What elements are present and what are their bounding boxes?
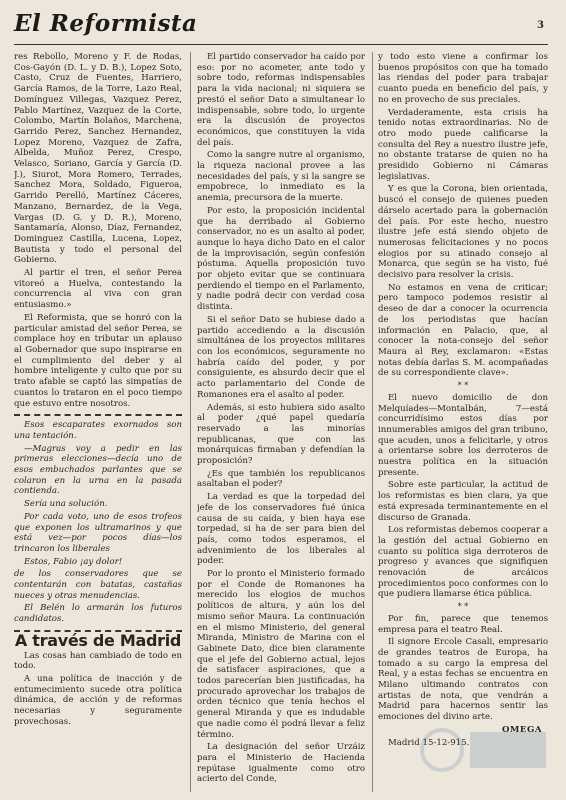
paragraph: Y es que la Corona, bien orientada, buscó el consejo de quienes pueden dárselo acertado para la gobernación del país. Por este hecho, nuestro ilustre jefe está siendo objeto de numerosas felicitaciones y no pocos elogios por su atinado consejo al Monarca, que según se ha visto, fué decisivo para resolver la crisis. xyxy=(378,184,548,281)
section-title: A través de Madrid xyxy=(14,630,182,650)
paragraph: El Reformista, que se honró con la particular amistad del señor Perea, se complace hoy en tributar un aplauso al Gobernador que supo inspirarse en el cumplimiento del deber y al hombre inteligente y culto que por su trato afable se captó las simpatías de cuantos lo trataron en el poco tiempo que estuvo entre nosotros. xyxy=(14,312,182,409)
paragraph: El Belén lo armarán los futuros candidatos. xyxy=(14,603,182,625)
paragraph: La designación del señor Urzáiz para el Ministerio de Hacienda repútase igualmente como otro acierto del Conde, xyxy=(197,742,365,785)
paragraph: El partido conservador ha caído por eso: por no acometer, ante todo y sobre todo, reformas indispensables para la vida nacional; ni siquiera se prestó el señor Dato a simultanear lo indispensable, sobre todo, lo urgente era la discusión de proyectos económicos, que constituyen la vida del país. xyxy=(197,52,365,148)
column-2 xyxy=(197,52,365,794)
paragraph: —Magras voy a pedir en las primeras elecciones—decía uno de esos embuchados parlantes que se colaron en la urna en la pasada contienda. xyxy=(14,443,182,497)
signature: OMEGA xyxy=(501,724,542,735)
column-1 xyxy=(14,52,182,794)
paragraph: Los reformistas debemos cooperar a la gestión del actual Gobierno en cuanto su política siga derroteros de progreso y avances que signifiquen renovación de arcáicos procedimientos poco conformes con lo que pudiera llamarse ética pública. xyxy=(378,525,548,600)
paragraph: Si el señor Dato se hubiese dado a partido accediendo a la discusión simultánea de los proyectos militares con los económicos, seguramente no habría caído del poder, y por consiguiente, es absurdo decir que el acto parlamentario del Conde de Romanones era el asalto al poder. xyxy=(197,314,365,400)
paragraph: ¿Es que también los republicanos asaltaban el poder? xyxy=(197,468,365,490)
header-rule xyxy=(14,44,548,45)
asterism: * * xyxy=(457,381,469,391)
paragraph: Verdaderamente, esta crisis ha tenido notas extraordinarias. No de otro modo puede calificarse la consulta del Rey a nuestro ilustre jefe, no obstante tratarse de quien no ha presidido Gobierno ni Cámaras legislativas. xyxy=(378,107,548,182)
paragraph: Además, si esto hubiera sido asalto al poder ¿qué papel quedaría reservado a las minorías republicanas, que con las monárquicas firmaban y defendían la proposición? xyxy=(197,402,365,467)
paragraph: Esos escaparates exornados son una tentación. xyxy=(14,420,182,441)
paragraph: Sobre este particular, la actitud de los reformistas es bien clara, ya que está expresada terminantemente en el discurso de Granada. xyxy=(378,480,548,523)
dateline: Madrid 15-12-915. xyxy=(388,737,470,748)
asterism: * * xyxy=(457,602,469,612)
paragraph: Por fin, parece que tenemos empresa para el teatro Real. xyxy=(378,613,548,635)
paragraph: A una política de inacción y de entumecimiento sucede otra política dinámica, de acción y de reformas necesarias y seguramente provechosas. xyxy=(14,673,182,727)
paragraph: Por cada voto, uno de esos trofeos que exponen los ultramarinos y que está vez—por pocos días—los trincaron los liberales xyxy=(14,511,182,554)
archive-watermark-icon xyxy=(420,720,550,780)
paragraph: y todo esto viene a confirmar los buenos propósitos con que ha tomado las riendas del poder para trabajar cuanto pueda en beneficio del país, y no en provecho de sus preciales. xyxy=(378,52,548,105)
page-number: 3 xyxy=(537,20,544,31)
paragraph: Il signore Ercole Casali, empresario de grandes teatros de Europa, ha tomado a su cargo la empresa del Real, y a estas fechas se encuentra en Milano ultimando contratos con artistas de nota, que vendrán a Madrid para hacernos sentir las emociones del divino arte. xyxy=(378,637,548,723)
masthead: El Reformista xyxy=(14,10,198,37)
paragraph: La verdad es que la torpedad del jefe de los conservadores fué única causa de su caída, y bien haya ese torpedad, si ha de ser para bien del país, como todos esperamos, el advenimiento de los liberales al poder. xyxy=(197,492,365,567)
paragraph: El nuevo domicilio de don Melquíades—Montalbán, 7—está concurridísimo estos días por innumerables amigos del gran tribuno, que acuden, unos a felicitarle, y otros a orientarse sobre los derroteros de nuestra política en la situación presente. xyxy=(378,392,548,478)
column-3 xyxy=(378,52,548,794)
paragraph: Como la sangre nutre al organismo, la riqueza nacional provee a las necesidades del país, y si la sangre se empobrece, lo inmediato es la anemia, precursora de la muerte. xyxy=(197,150,365,204)
satirical-notes xyxy=(14,420,182,625)
section-divider xyxy=(14,414,182,416)
paragraph: res Rebollo, Moreno y F. de Rodas, Cos-Gayón (D. L. y D. B.), Lopez Soto, Casto, Cruz de Fuentes, Harriero, García Ramos, de la Torre, Lazo Real, Domínguez Villegas, Vazquez Perez, Pablo Martínez, Vazquez de la Corte, Colombo, Martín Bolaños, Marchena, Garrido Perez, Sanchez Hernandez, Lopez Moreno, Vazquez de Zafra, Albelda, Muñoz Perez, Crespo, Velasco, Soriano, García y García (D. J.), Siurot, Mora Romero, Terrades, Sanchez Mora, Soldado, Figueroa, Garrido Perelló, Martínez Cáceres, Manzano, Bernardez, de la Vega, Vargas (D. G. y D. R.), Moreno, Santamaría, Alonso, Díaz, Fernandez, Dominguez Castilla, Lucena, Lopez, Bautista y todo el personal del Gobierno. xyxy=(14,52,182,266)
paragraph: Al partir el tren, el señor Perea vitoreó a Huelva, contestando la concurrencia al viva con gran entusiasmo.» xyxy=(14,268,182,311)
column-divider xyxy=(190,52,191,792)
paragraph: Por lo pronto el Ministerio formado por el Conde de Romanones ha merecido los elogios de muchos políticos de altura, y aún los del mismo señor Maura. La continuación en el mismo Ministerio, del general Miranda, Ministro de Marina con el Gabinete Dato, dice bien claramente que el jefe del Gobierno actual, lejos de satisfacer aspiraciones, que a todos parecerían bien justificadas, ha procurado aprovechar los trabajos de orden técnico que tenía hechos el general Miranda y que es indudable que nadie como él podrá llevar a feliz término. xyxy=(197,569,365,740)
paragraph: Sería una solución. xyxy=(24,499,108,510)
paragraph: Por esto, la proposición incidental que ha derribado al Gobierno conservador, no es un asalto al poder, aunque lo haya dicho Dato en el calor de la improvisación, según confesión póstuma. Aquella proposición tuvo por objeto evitar que se continuara perdiendo el tiempo en el Parlamento, y nadie podrá decir con verdad cosa distinta. xyxy=(197,205,365,313)
paragraph: Las cosas han cambiado de todo en todo. xyxy=(14,650,182,672)
column-divider xyxy=(372,52,373,792)
paragraph: de los conservadores que se contentarán con batatas, castañas nueces y otras menudencias. xyxy=(14,569,182,601)
paragraph: No estamos en vena de criticar; pero tampoco podemos resistir al deseo de dar a conocer la ocurrencia de los periodistas que hacían información en Palacio, que, al conocer la nota-consejo del señor Maura al Rey, exclamaron: «Estas notas debía darlas S. M. acompañadas de su correspondiente clave». xyxy=(378,282,548,379)
paragraph: Estos, Fabio ¡ay dolor! xyxy=(24,556,123,567)
